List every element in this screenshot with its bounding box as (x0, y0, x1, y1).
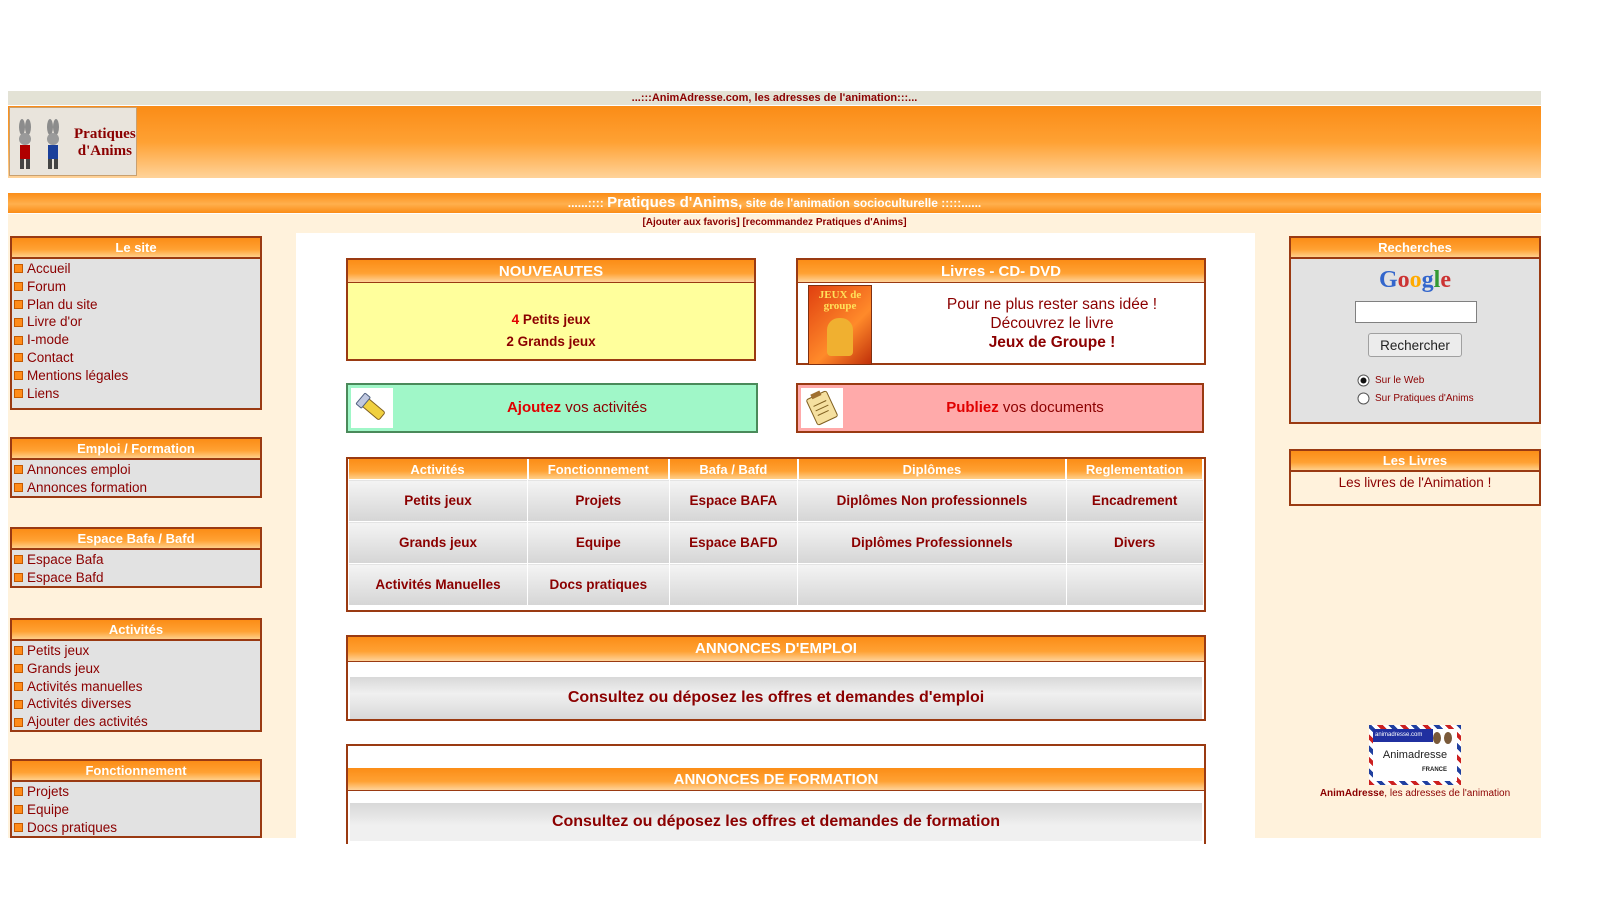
annonces-formation-title: ANNONCES DE FORMATION (348, 768, 1204, 791)
annonces-emploi-box (346, 635, 1206, 721)
category-grands-jeux[interactable]: Grands jeux (349, 522, 528, 564)
empty-cell (669, 564, 797, 606)
radio-sur-le-web[interactable]: Sur le Web (1357, 374, 1474, 387)
menu-box-emploi-formation (10, 437, 262, 498)
bullet-icon (14, 700, 23, 709)
bullet-icon (14, 389, 23, 398)
menu-item-espace-bafd[interactable]: Espace Bafd (14, 569, 260, 587)
column-header-fonctionnement: Fonctionnement (528, 459, 670, 480)
menu-item-accueil[interactable]: Accueil (14, 260, 260, 278)
menu-box-le-site (10, 236, 262, 410)
category-projets[interactable]: Projets (528, 480, 670, 522)
site-name: Pratiques d'Anims, (607, 194, 743, 211)
ajoutez-activites-button[interactable]: Ajoutez vos activités (346, 383, 758, 433)
annonces-emploi-title: ANNONCES D'EMPLOI (348, 637, 1204, 662)
add-favorites-link[interactable]: [Ajouter aux favoris] (642, 217, 740, 228)
recherches-box (1289, 236, 1541, 424)
bunny-figure-icon (16, 119, 34, 171)
radio-unchecked-icon (1357, 392, 1370, 405)
nouveautes-box (346, 258, 756, 361)
livres-line2: Découvrez le livre (990, 315, 1114, 332)
bullet-icon (14, 823, 23, 832)
header-bar (8, 106, 1541, 178)
footer-credit[interactable]: AnimAdresse, les adresses de l'animation (1319, 788, 1511, 799)
bullet-icon (14, 718, 23, 727)
menu-item-annonces-formation[interactable]: Annonces formation (14, 479, 260, 497)
annonces-formation-link[interactable]: Consultez ou déposez les offres et demandes de formation (350, 803, 1202, 841)
category-equipe[interactable]: Equipe (528, 522, 670, 564)
menu-item-livre-d-or[interactable]: Livre d'or (14, 313, 260, 331)
recommend-link[interactable]: [recommandez Pratiques d'Anims] (742, 217, 907, 228)
recherches-title: Recherches (1291, 238, 1539, 259)
category-activites-manuelles[interactable]: Activités Manuelles (349, 564, 528, 606)
livres-cd-dvd-box (796, 258, 1206, 365)
menu-item-contact[interactable]: Contact (14, 349, 260, 367)
publiez-documents-button[interactable]: Publiez vos documents (796, 383, 1204, 433)
category-diplomes-non-pro[interactable]: Diplômes Non professionnels (798, 480, 1067, 522)
search-options (1357, 374, 1474, 405)
category-docs-pratiques[interactable]: Docs pratiques (528, 564, 670, 606)
google-logo: Google (1379, 267, 1451, 293)
les-livres-title: Les Livres (1291, 451, 1539, 472)
bullet-icon (14, 483, 23, 492)
menu-title: Espace Bafa / Bafd (12, 529, 260, 550)
favorites-links (8, 214, 1541, 233)
menu-title: Emploi / Formation (12, 439, 260, 460)
categories-table (346, 457, 1206, 612)
logo-text: Pratiques d'Anims (74, 126, 136, 159)
bullet-icon (14, 264, 23, 273)
bullet-icon (14, 787, 23, 796)
category-espace-bafd[interactable]: Espace BAFD (669, 522, 797, 564)
menu-item-annonces-emploi[interactable]: Annonces emploi (14, 461, 260, 479)
livres-line1: Pour ne plus rester sans idée ! (946, 296, 1158, 313)
menu-item-docs-pratiques[interactable]: Docs pratiques (14, 819, 260, 837)
site-title-band: ......:::: Pratiques d'Anims, site de l'animation socioculturelle :::::...... (8, 193, 1541, 213)
site-logo[interactable] (9, 107, 137, 176)
menu-item-plan-du-site[interactable]: Plan du site (14, 296, 260, 314)
menu-item-projets[interactable]: Projets (14, 783, 260, 801)
animadresse-stamp[interactable] (1369, 725, 1461, 785)
menu-item-forum[interactable]: Forum (14, 278, 260, 296)
menu-item-petits-jeux[interactable]: Petits jeux (14, 642, 260, 660)
bullet-icon (14, 371, 23, 380)
column-header-activites: Activités (349, 459, 528, 480)
menu-title: Activités (12, 620, 260, 641)
bullet-icon (14, 282, 23, 291)
stamp-bunnies-icon (1431, 729, 1455, 745)
empty-cell (798, 564, 1067, 606)
clipboard-icon (801, 388, 843, 428)
book-character-icon (827, 318, 853, 356)
column-header-bafa-bafd: Bafa / Bafd (669, 459, 797, 480)
menu-box-activites (10, 618, 262, 732)
empty-cell (1066, 564, 1203, 606)
category-petits-jeux[interactable]: Petits jeux (349, 480, 528, 522)
top-banner: ...:::AnimAdresse.com, les adresses de l'animation:::... (8, 91, 1541, 105)
menu-item-espace-bafa[interactable]: Espace Bafa (14, 551, 260, 569)
bullet-icon (14, 573, 23, 582)
bullet-icon (14, 465, 23, 474)
category-divers[interactable]: Divers (1066, 522, 1203, 564)
radio-sur-pratiques[interactable]: Sur Pratiques d'Anims (1357, 392, 1474, 405)
bullet-icon (14, 318, 23, 327)
bullet-icon (14, 300, 23, 309)
nouveautes-title: NOUVEAUTES (348, 260, 754, 283)
les-livres-link[interactable]: Les livres de l'Animation ! (1338, 475, 1492, 490)
category-espace-bafa[interactable]: Espace BAFA (669, 480, 797, 522)
menu-item-activites-diverses[interactable]: Activités diverses (14, 695, 260, 713)
les-livres-box (1289, 449, 1541, 506)
bullet-icon (14, 336, 23, 345)
bullet-icon (14, 682, 23, 691)
flashlight-icon (351, 388, 393, 428)
stamp-header: animadresse.com (1373, 729, 1433, 742)
menu-item-equipe[interactable]: Equipe (14, 801, 260, 819)
rechercher-button[interactable]: Rechercher (1368, 333, 1462, 357)
stamp-name: Animadresse (1382, 749, 1448, 761)
book-cover-image[interactable]: JEUX de groupe (808, 285, 872, 365)
menu-item-mentions-legales[interactable]: Mentions légales (14, 367, 260, 385)
nouveautes-petits-jeux[interactable]: 4 Petits jeux (511, 312, 591, 327)
livres-cd-dvd-title: Livres - CD- DVD (798, 260, 1204, 283)
bullet-icon (14, 646, 23, 655)
stamp-country: FRANCE (1422, 767, 1447, 773)
menu-box-bafa-bafd (10, 527, 262, 588)
menu-title: Fonctionnement (12, 761, 260, 782)
menu-item-i-mode[interactable]: I-mode (14, 331, 260, 349)
bullet-icon (14, 353, 23, 362)
menu-item-grands-jeux[interactable]: Grands jeux (14, 660, 260, 678)
annonces-formation-box (346, 744, 1206, 844)
column-header-diplomes: Diplômes (798, 459, 1067, 480)
category-diplomes-pro[interactable]: Diplômes Professionnels (798, 522, 1067, 564)
jeux-de-groupe-link[interactable]: Jeux de Groupe ! (988, 334, 1116, 351)
bullet-icon (14, 805, 23, 814)
column-header-reglementation: Reglementation (1066, 459, 1203, 480)
menu-box-fonctionnement (10, 759, 262, 838)
menu-item-ajouter-activites[interactable]: Ajouter des activités (14, 713, 260, 731)
bullet-icon (14, 664, 23, 673)
bullet-icon (14, 555, 23, 564)
menu-title: Le site (12, 238, 260, 259)
radio-checked-icon (1357, 374, 1370, 387)
bunny-figure-icon (44, 119, 62, 171)
nouveautes-grands-jeux[interactable]: 2 Grands jeux (506, 334, 596, 349)
search-input[interactable] (1355, 301, 1477, 323)
menu-item-activites-manuelles[interactable]: Activités manuelles (14, 678, 260, 696)
annonces-emploi-link[interactable]: Consultez ou déposez les offres et demandes d'emploi (350, 677, 1202, 719)
category-encadrement[interactable]: Encadrement (1066, 480, 1203, 522)
menu-item-liens[interactable]: Liens (14, 385, 260, 403)
